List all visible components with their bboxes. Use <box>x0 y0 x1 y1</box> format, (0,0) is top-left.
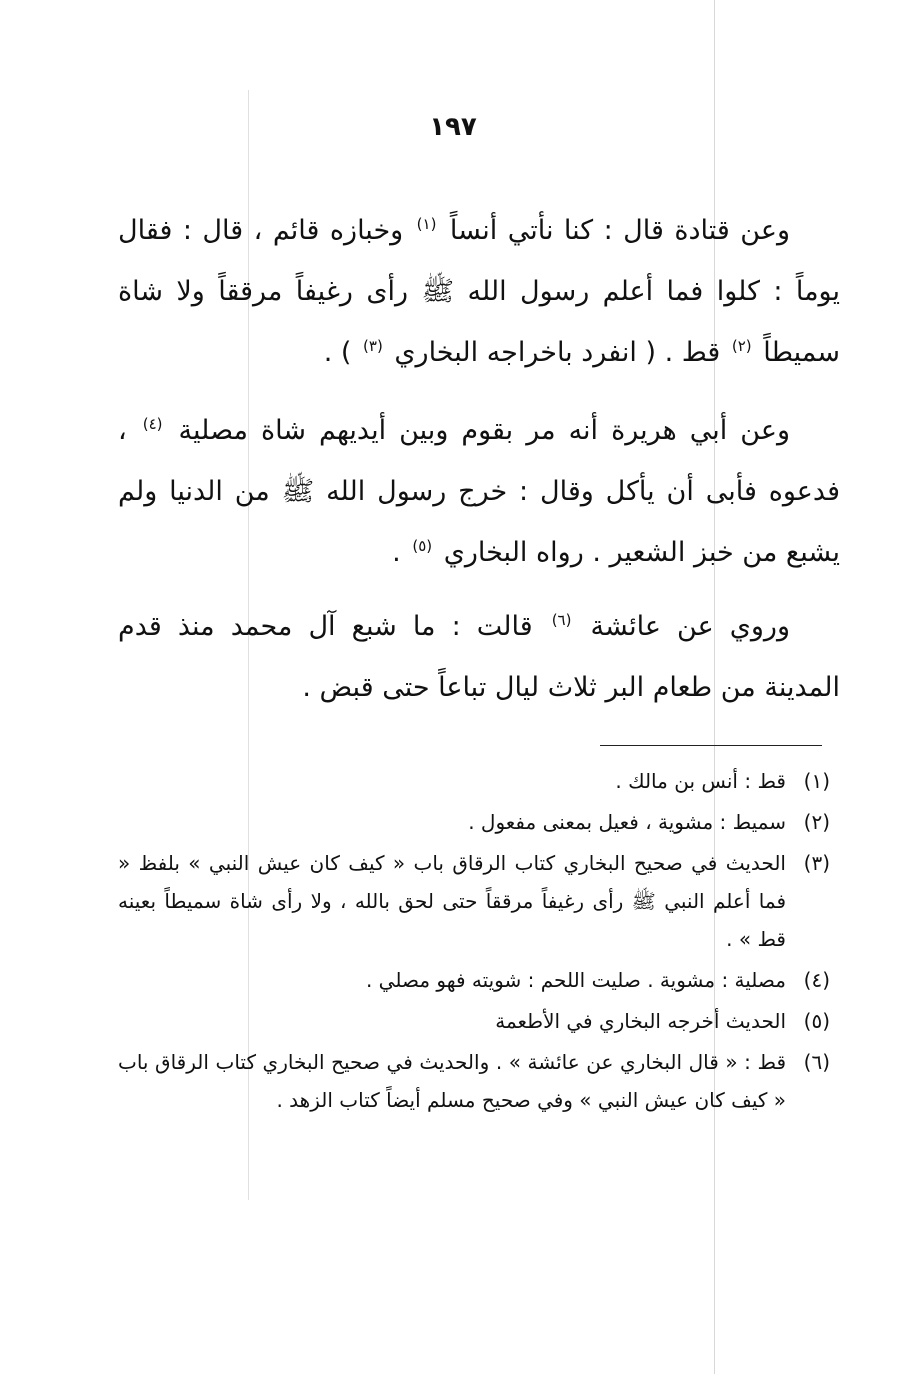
paragraph-text: قالت : ما شبع آل محمد منذ قدم المدينة من طعام البر ثلاث ليال تباعاً حتى قبض . <box>118 611 840 703</box>
footnote-number: (٥) <box>803 1009 830 1033</box>
paragraph-text: وعن أبي هريرة أنه مر بقوم وبين أيديهم شاة مصلية <box>178 415 790 446</box>
footnote-text: مصلية : مشوية . صليت اللحم : شويته فهو مصلي . <box>365 968 786 992</box>
footnote-number: (٤) <box>803 968 830 992</box>
footnote-item <box>118 1043 830 1119</box>
paragraph-text: . <box>392 537 401 568</box>
paragraph-qatada <box>118 200 840 383</box>
footnote-item <box>118 844 830 958</box>
footnotes <box>118 762 830 1119</box>
footnote-number: (٣) <box>803 851 830 875</box>
footnote-item <box>118 1002 830 1040</box>
footnote-divider <box>600 745 822 746</box>
paragraph-text: وعن قتادة قال : كنا نأتي أنساً <box>449 215 790 246</box>
footnote-number: (٦) <box>803 1050 830 1074</box>
paragraph-text: ) . <box>323 337 352 368</box>
footnote-item <box>118 803 830 841</box>
footnote-text: الحديث أخرجه البخاري في الأطعمة <box>495 1009 786 1033</box>
footnote-number: (١) <box>803 769 830 793</box>
footnote-ref: (٥) <box>412 537 433 555</box>
footnote-ref: (٦) <box>551 611 572 629</box>
footnote-ref: (١) <box>416 215 437 233</box>
footnote-ref: (٤) <box>142 415 163 433</box>
paragraph-text: وخبازه قائم ، قال : فقال يوماً : كلوا فما أعلم رسول الله ﷺ رأى رغيفاً مرققاً ولا شاة سميطاً <box>118 215 840 368</box>
footnote-item <box>118 961 830 999</box>
paragraph-aisha <box>118 596 840 718</box>
paragraph-text: قط . ( انفرد باخراجه البخاري <box>394 337 721 368</box>
paragraph-abu-hurayra <box>118 400 840 583</box>
paragraph-text: وروي عن عائشة <box>590 611 790 642</box>
page-number: ١٩٧ <box>429 112 477 142</box>
footnote-text: سميط : مشوية ، فعيل بمعنى مفعول . <box>468 810 786 834</box>
footnote-text: قط : أنس بن مالك . <box>615 769 786 793</box>
footnote-ref: (٢) <box>731 337 752 355</box>
footnote-text: قط : « قال البخاري عن عائشة » . والحديث في صحيح البخاري كتاب الرقاق باب « كيف كان عيش النبي » وفي صحيح مسلم أيضاً كتاب الزهد . <box>118 1050 786 1112</box>
footnote-item <box>118 762 830 800</box>
footnote-ref: (٣) <box>363 337 383 355</box>
footnote-text: الحديث في صحيح البخاري كتاب الرقاق باب « كيف كان عيش النبي » بلفظ « فما أعلم النبي ﷺ رأى رغيفاً مرققاً حتى لحق بالله ، ولا رأى شاة سميطاً بعينه قط » . <box>118 851 786 951</box>
paragraph-text: ، فدعوه فأبى أن يأكل وقال : خرج رسول الله ﷺ من الدنيا ولم يشبع من خبز الشعير . رواه البخاري <box>118 415 840 568</box>
footnote-number: (٢) <box>803 810 830 834</box>
